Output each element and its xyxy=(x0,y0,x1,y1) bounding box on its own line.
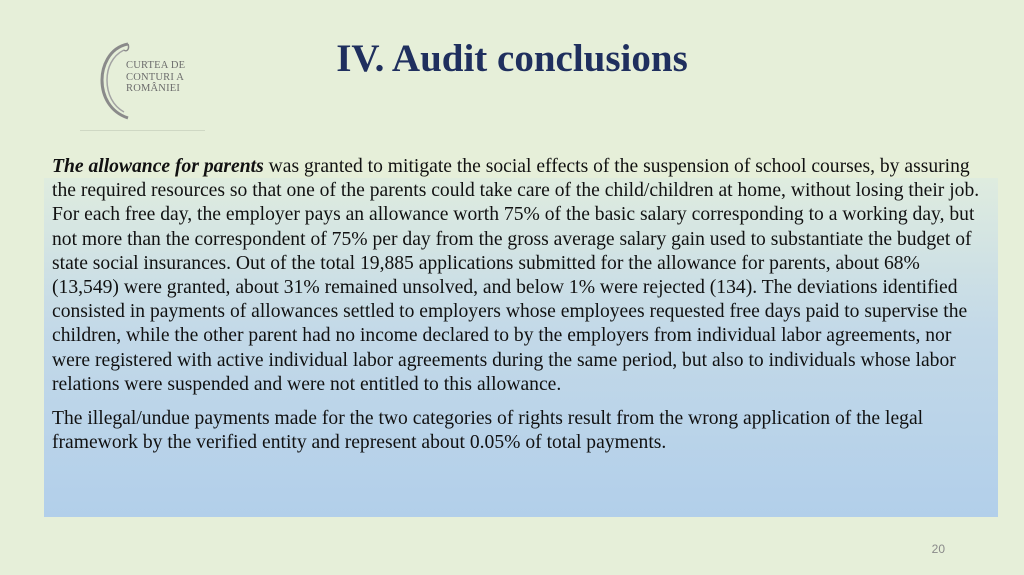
page-number: 20 xyxy=(931,542,945,556)
lead-phrase: The allowance for parents xyxy=(52,156,264,177)
slide-body xyxy=(52,155,982,455)
paragraph-2: The illegal/undue payments made for the two categories of rights result from the wrong application of the legal framework by the verified entity and represent about 0.05% of total payments. xyxy=(52,408,924,454)
logo-line-2: CONTURI A xyxy=(126,71,185,83)
logo-divider xyxy=(80,130,205,131)
logo-line-1: CURTEA DE xyxy=(126,60,186,71)
logo-line-3: ROMÂNIEI xyxy=(126,83,181,94)
paragraph-1-text: was granted to mitigate the social effects of the suspension of school courses, by assuring the required resources so that one of the parents could take care of the child/children at home, without losing their job. For each free day, the employer pays an allowance worth 75% of the basic salary corresponding to a working day, but not more than the correspondent of 75% per day from the gross average salary gain used to substantiate the budget of state social insurances. Out of the total 19,885 applications submitted for the allowance for parents, about 68% (13,549) were granted, about 31% remained unsolved, and below 1% were rejected (134). The deviations identified consisted in payments of allowances settled to employers whose employees requested free days paid to supervise the children, while the other parent had no income declared to by the employers from individual labor agreements, nor were registered with active individual labor agreements during the same period, but also to individuals whose labor relations were suspended and were not entitled to this allowance. xyxy=(52,156,980,395)
slide-title: IV. Audit conclusions xyxy=(336,37,688,80)
paragraph-1 xyxy=(52,155,982,397)
